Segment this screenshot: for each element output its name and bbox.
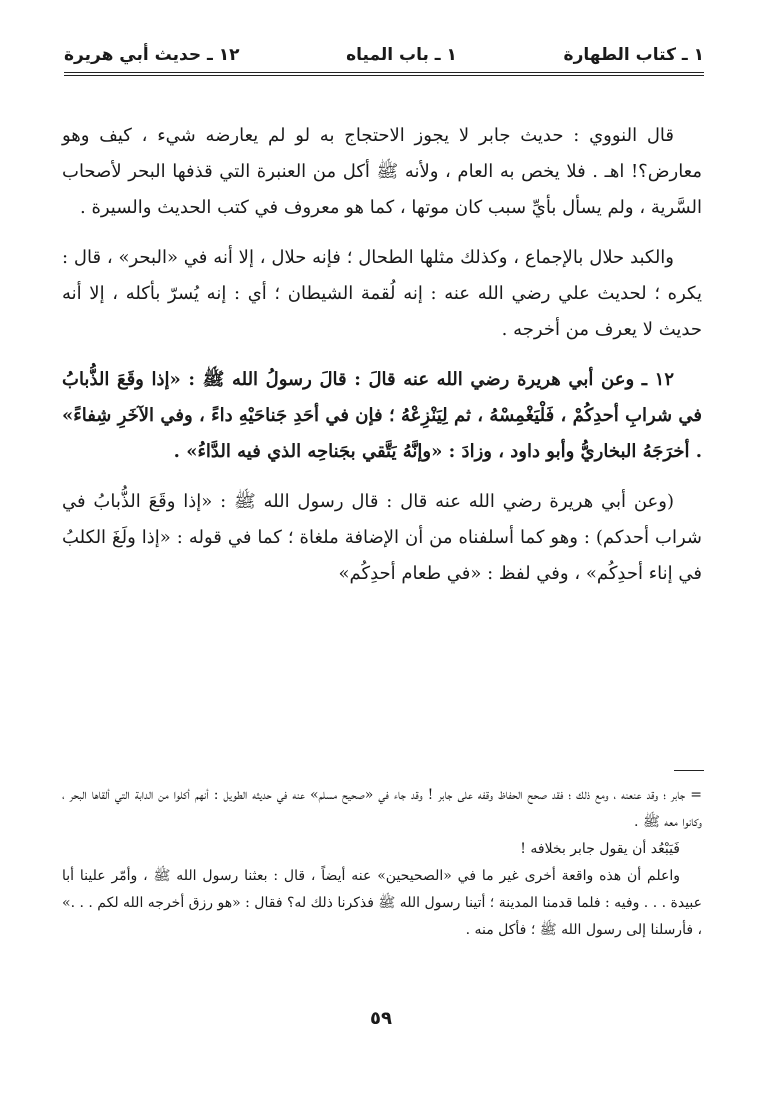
paragraph-liver: والكبد حلال بالإجماع ، وكذلك مثلها الطحال ؛ فإنه حلال ، إلا أنه في «البحر» ، قال : يكره ؛ لحديث علي رضي الله عنه : إنه لُقمة الشيطان ؛ أي : إنه يُسرّ بأكله ، إلا أنه حديث لا يعرف من أخرجه . (62, 247, 702, 340)
footnote-divider (674, 770, 704, 771)
header-rule-top (64, 72, 704, 73)
header-chapter: ١ ـ كتاب الطهارة (563, 45, 704, 65)
paragraph-nawawi: قال النووي : حديث جابر لا يجوز الاحتجاج به لو لم يعارضه شيء ، كيف وهو معارض؟! اهـ . فلا يخص به العام ، ولأنه ﷺ أكل من العنبرة التي قذفها البحر لأصحاب السَّرية ، ولم يسأل بأيِّ سبب كان موتها ، كما هو معروف في كتب الحديث والسيرة . (62, 125, 702, 218)
footnote-continuation: = جابر ؛ وقد عنعنه ، ومع ذلك ؛ فقد صحح الحفاظ وقفه على جابر ! وقد جاء في «صحيح مسلم» عنه في حديثه الطويل : أنهم أكلوا من الدابة التي ألقاها البحر ، وكانوا معه ﷺ . (62, 787, 702, 830)
footnote-note: واعلم أن هذه واقعة أخرى غير ما في «الصحيحين» عنه أيضاً ، قال : بعثنا رسول الله ﷺ ، وأمّر علينا أبا عبيدة . . . وفيه : فلما قدمنا المدينة ؛ أتينا رسول الله ﷺ فذكرنا ذلك له؟ فقال : «هو رزق أخرجه الله لكم . . .» ، فأرسلنا إلى رسول الله ﷺ ؛ فأكل منه . (62, 868, 702, 938)
running-header (64, 40, 704, 70)
commentary-paragraph: (وعن أبي هريرة رضي الله عنه قال : قال رسول الله ﷺ : «إذا وقَعَ الذُّبابُ في شراب أحدكم) : وهو كما أسلفناه من أن الإضافة ملغاة ؛ كما في قوله : «إذا ولَغَ الكلبُ في إناء أحدِكُم» ، وفي لفظ : «في طعام أحدِكُم» (62, 491, 702, 584)
footnotes (62, 782, 702, 944)
footnote-remark: فَيَبْعُد أن يقول جابر بخلافه ! (520, 841, 680, 857)
header-hadith: ١٢ ـ حديث أبي هريرة (64, 45, 240, 65)
header-section: ١ ـ باب المياه (346, 45, 457, 65)
hadith-12-text: ١٢ ـ وعن أبي هريرة رضي الله عنه قالَ : قالَ رسولُ الله ﷺ : «إذا وقَعَ الذُّبابُ في شرابِ أحدِكُمْ ، فَلْيَغْمِسْهُ ، ثم لِيَنْزِعْهُ ؛ فإن في أحَدِ جَناحَيْهِ داءً ، وفي الآخَرِ شِفاءً» . أخرَجَهُ البخاريُّ وأبو داود ، وزادَ : «وإنَّهُ يَتَّقي بجَناحِه الذي فيه الدَّاءُ» . (62, 369, 702, 462)
main-text (62, 118, 702, 606)
page-number: ٥٩ (370, 1008, 392, 1029)
header-rule-bottom (64, 75, 704, 76)
